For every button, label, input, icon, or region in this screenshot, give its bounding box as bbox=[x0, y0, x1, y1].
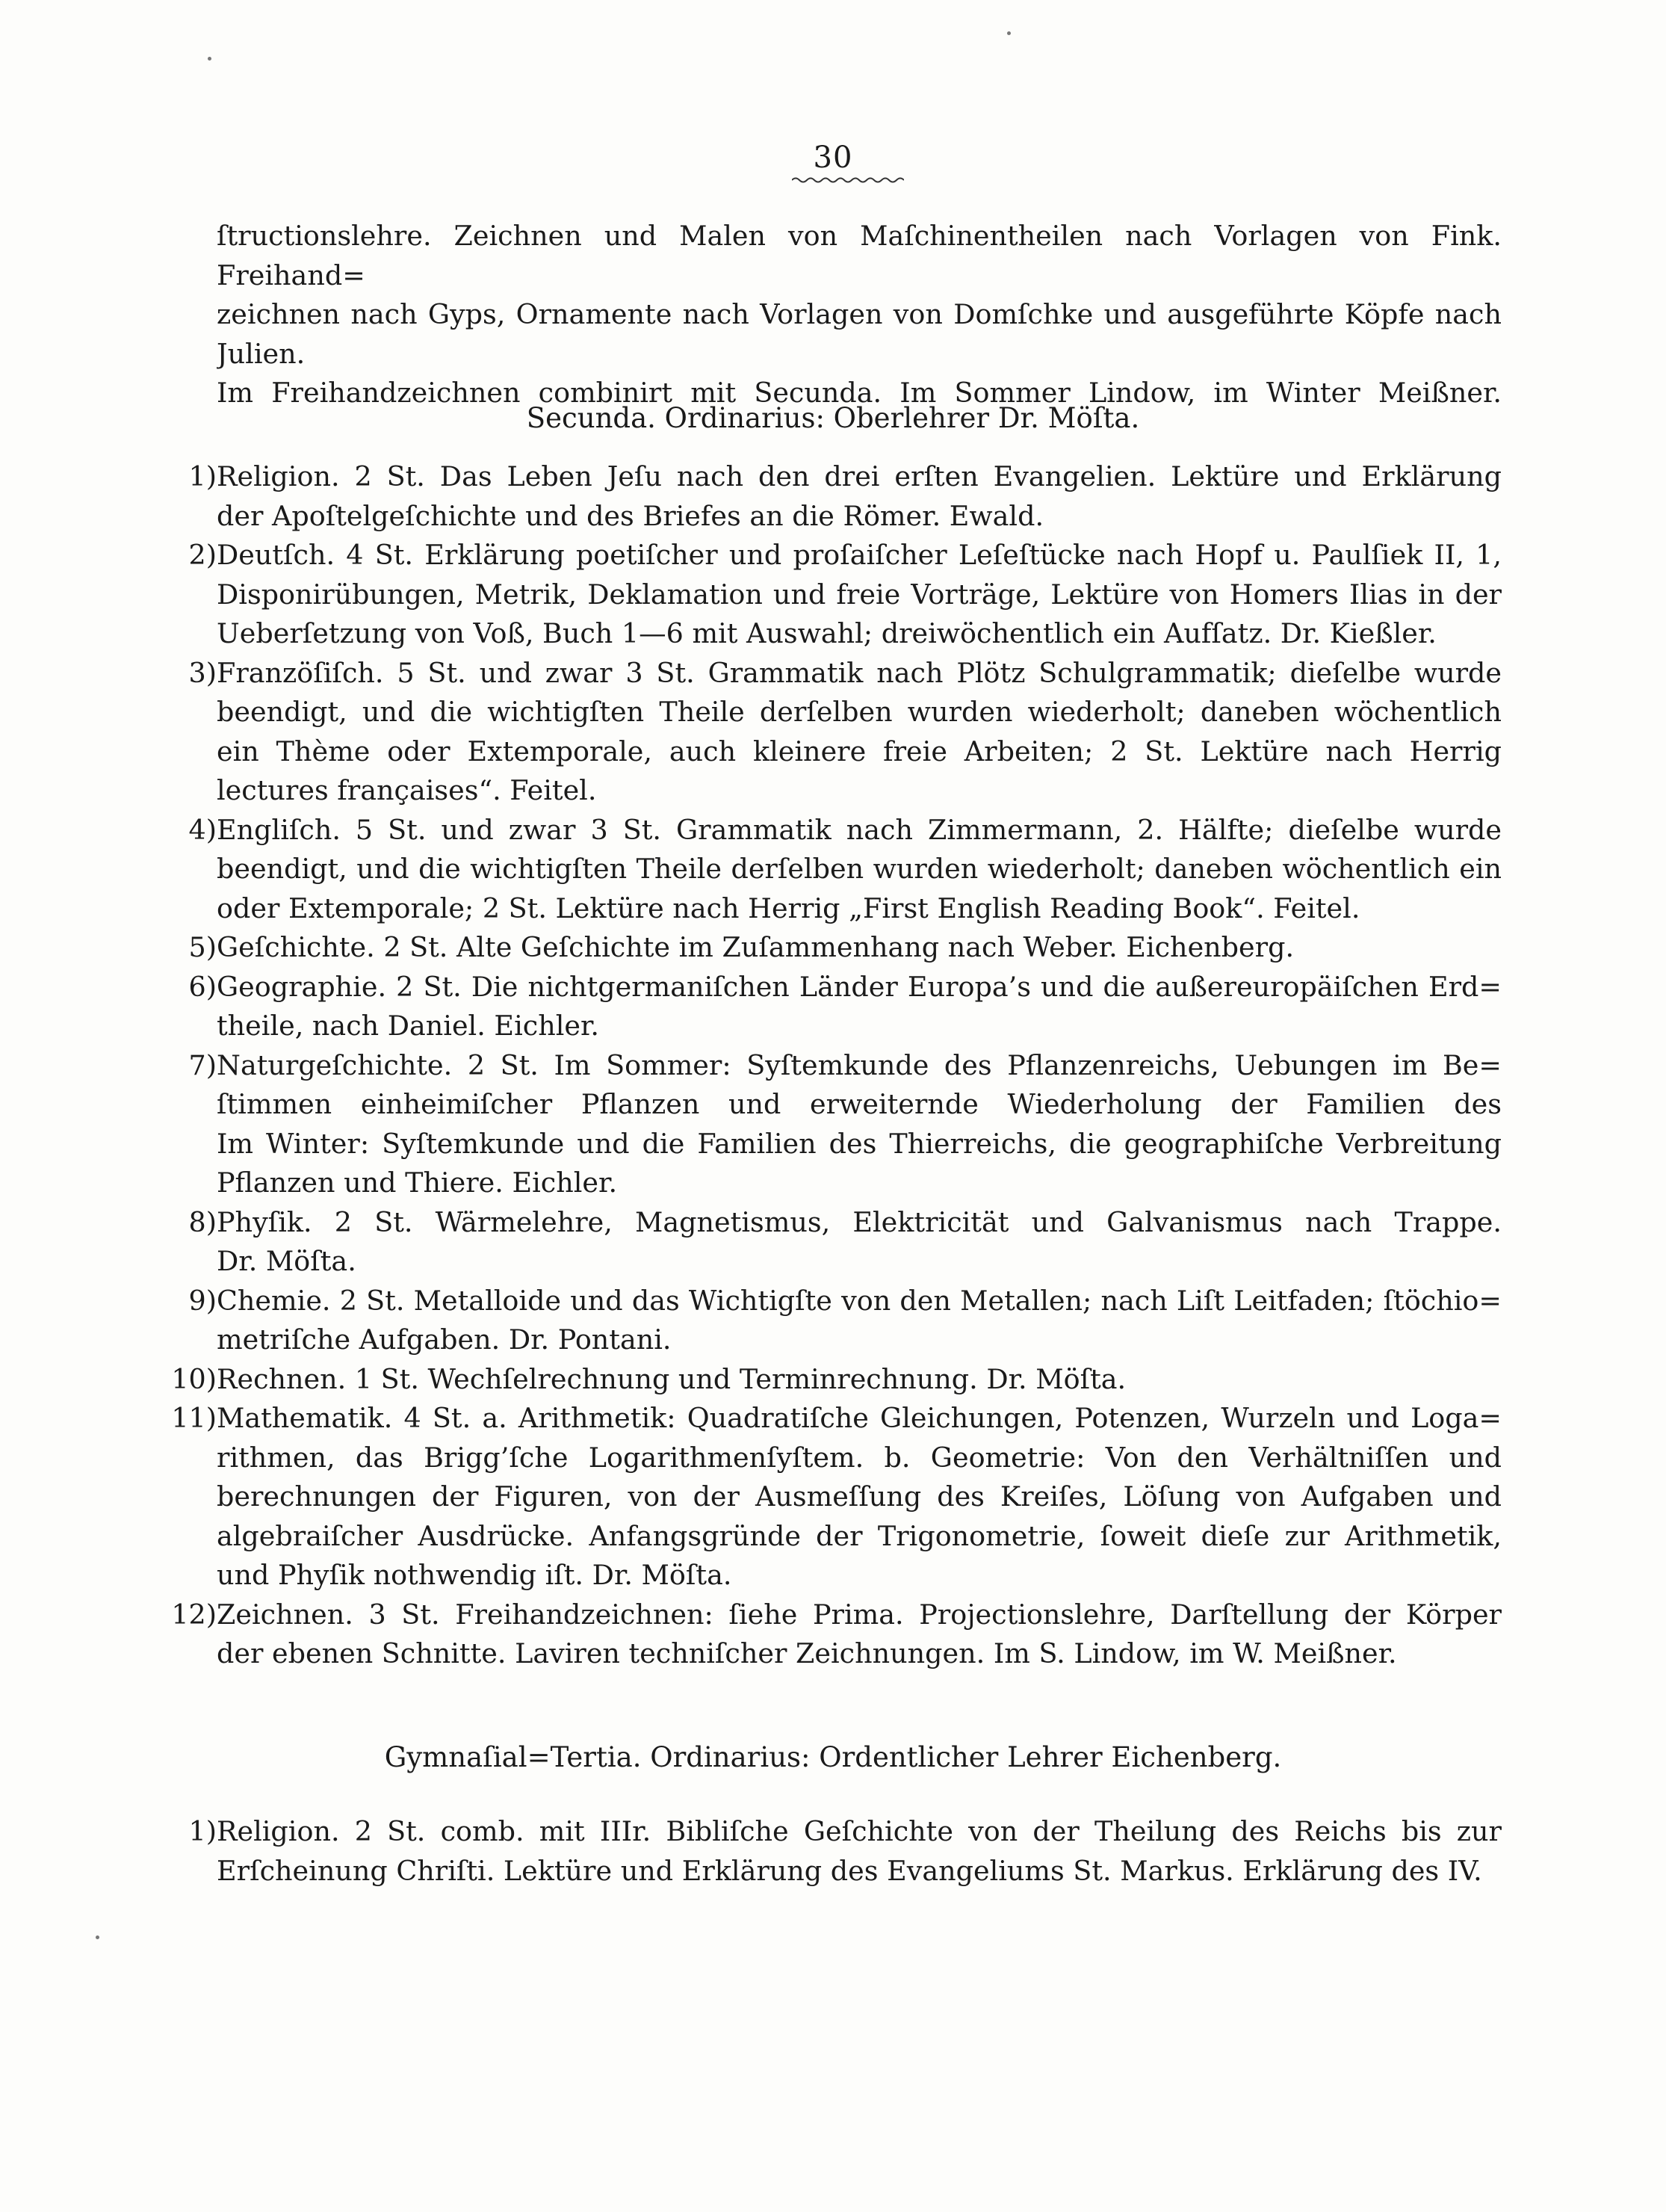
item-line: Ueberſetzung von Voß, Buch 1—6 mit Auswahl; dreiwöchentlich ein Aufſatz. Dr. Kießler. bbox=[217, 617, 1437, 649]
item-line: rithmen, das Brigg’ſche Logarithmenſyſtem. b. Geometrie: Von den Verhältniſſen und bbox=[217, 1441, 1502, 1474]
item-number: 9) bbox=[188, 1284, 217, 1317]
item-text bbox=[217, 536, 1502, 654]
item-text bbox=[217, 1595, 1502, 1674]
intro-line: ſtructionslehre. Zeichnen und Malen von Maſchinentheilen nach Vorlagen von Fink. Freihand= bbox=[217, 220, 1502, 291]
item-number: 1) bbox=[188, 460, 217, 492]
item-line: theile, nach Daniel. Eichler. bbox=[217, 1010, 600, 1042]
intro-line: Im Freihandzeichnen combinirt mit Secunda. Im Sommer Lindow, im Winter Meißner. bbox=[217, 377, 1502, 409]
item-text bbox=[217, 1812, 1502, 1891]
item-line: beendigt, und die wichtigſten Theile derſelben wurden wiederholt; daneben wöchentlich ein bbox=[217, 853, 1502, 885]
item-line: Naturgeſchichte. 2 St. Im Sommer: Syſtemkunde des Pflanzenreichs, Uebungen im Be= bbox=[217, 1048, 1502, 1081]
page-number: 30 bbox=[813, 140, 853, 175]
item-line: Deutſch. 4 St. Erklärung poetiſcher und proſaiſcher Leſeſtücke nach Hopf u. Paulſiek II, 1, bbox=[217, 539, 1502, 571]
item-number: 11) bbox=[171, 1402, 217, 1434]
item-number: 3) bbox=[188, 656, 217, 689]
item-line: Im Winter: Syſtemkunde und die Familien des Thierreichs, die geographiſche Verbreitung bbox=[217, 1127, 1502, 1160]
item-number: 10) bbox=[171, 1362, 217, 1395]
item-line: Chemie. 2 St. Metalloide und das Wichtigſte von den Metallen; nach Liſt Leitfaden; ſtöchio= bbox=[217, 1284, 1502, 1317]
item-line: Zeichnen. 3 St. Freihandzeichnen: ſiehe Prima. Projectionslehre, Darſtellung der Körper bbox=[217, 1598, 1502, 1631]
wavy-underline-ornament bbox=[792, 176, 904, 184]
item-number: 4) bbox=[188, 813, 217, 846]
item-number: 12) bbox=[171, 1598, 217, 1631]
intro-paragraph bbox=[217, 217, 1502, 413]
secunda-heading: Secunda. Ordinarius: Oberlehrer Dr. Möſta. bbox=[526, 402, 1140, 434]
item-line: lectures françaises“. Feitel. bbox=[217, 774, 597, 806]
item-line: Religion. 2 St. Das Leben Jeſu nach den drei erſten Evangelien. Lektüre und Erklärung bbox=[217, 460, 1502, 492]
item-line: Disponirübungen, Metrik, Deklamation und freie Vorträge, Lektüre von Homers Ilias in der bbox=[217, 578, 1502, 611]
item-line: algebraiſcher Ausdrücke. Anfangsgründe der Trigonometrie, ſoweit dieſe zur Arithmetik, bbox=[217, 1519, 1502, 1552]
item-line: metriſche Aufgaben. Dr. Pontani. bbox=[217, 1323, 672, 1356]
item-number: 2) bbox=[188, 539, 217, 571]
item-text bbox=[217, 1360, 1502, 1400]
tertia-heading: Gymnaſial=Tertia. Ordinarius: Ordentlicher Lehrer Eichenberg. bbox=[384, 1741, 1282, 1773]
item-line: berechnungen der Figuren, von der Ausmeſſung des Kreiſes, Löſung von Aufgaben und bbox=[217, 1480, 1502, 1513]
item-text bbox=[217, 1282, 1502, 1360]
item-text bbox=[217, 1399, 1502, 1595]
item-line: Franzöſiſch. 5 St. und zwar 3 St. Grammatik nach Plötz Schulgrammatik; dieſelbe wurde bbox=[217, 656, 1502, 689]
item-line: Engliſch. 5 St. und zwar 3 St. Grammatik nach Zimmermann, 2. Hälfte; dieſelbe wurde bbox=[217, 813, 1502, 846]
item-line: Religion. 2 St. comb. mit IIIr. Bibliſche Geſchichte von der Theilung des Reichs bis zur bbox=[217, 1815, 1502, 1847]
item-text bbox=[217, 457, 1502, 536]
item-line: der ebenen Schnitte. Laviren techniſcher Zeichnungen. Im S. Lindow, im W. Meißner. bbox=[217, 1637, 1397, 1669]
scan-speck bbox=[96, 1936, 99, 1939]
item-line: Geographie. 2 St. Die nichtgermaniſchen Länder Europa’s und die außereuropäiſchen Erd= bbox=[217, 970, 1502, 1003]
item-line: ſtimmen einheimiſcher Pflanzen und erweiternde Wiederholung der Familien des bbox=[217, 1088, 1502, 1120]
item-line: Dr. Möſta. bbox=[217, 1245, 356, 1277]
item-number: 7) bbox=[188, 1048, 217, 1081]
item-number: 6) bbox=[188, 970, 217, 1003]
item-line: ein Thème oder Extemporale, auch kleinere freie Arbeiten; 2 St. Lektüre nach Herrig bbox=[217, 735, 1502, 767]
item-line: Erſcheinung Chriſti. Lektüre und Erklärung des Evangeliums St. Markus. Erklärung des IV. bbox=[217, 1854, 1482, 1887]
item-number: 5) bbox=[188, 931, 217, 963]
scan-speck bbox=[208, 57, 211, 61]
item-line: oder Extemporale; 2 St. Lektüre nach Herrig „First English Reading Book“. Feitel. bbox=[217, 892, 1360, 924]
item-line: Mathematik. 4 St. a. Arithmetik: Quadratiſche Gleichungen, Potenzen, Wurzeln und Loga= bbox=[217, 1402, 1502, 1434]
item-text bbox=[217, 968, 1502, 1046]
item-line: Pflanzen und Thiere. Eichler. bbox=[217, 1167, 618, 1199]
item-text bbox=[217, 811, 1502, 929]
item-number: 8) bbox=[188, 1205, 217, 1238]
scan-speck bbox=[1007, 31, 1011, 35]
item-line: Phyſik. 2 St. Wärmelehre, Magnetismus, Elektricität und Galvanismus nach Trappe. bbox=[217, 1205, 1502, 1238]
item-text bbox=[217, 928, 1502, 968]
item-line: beendigt, und die wichtigſten Theile derſelben wurden wiederholt; daneben wöchentlich bbox=[217, 696, 1502, 728]
intro-line: zeichnen nach Gyps, Ornamente nach Vorlagen von Domſchke und ausgeführte Köpfe nach Julien. bbox=[217, 298, 1502, 370]
item-line: und Phyſik nothwendig iſt. Dr. Möſta. bbox=[217, 1559, 732, 1591]
item-text bbox=[217, 654, 1502, 811]
item-text bbox=[217, 1203, 1502, 1282]
item-line: Geſchichte. 2 St. Alte Geſchichte im Zuſammenhang nach Weber. Eichenberg. bbox=[217, 931, 1295, 963]
item-text bbox=[217, 1046, 1502, 1203]
item-line: der Apoſtelgeſchichte und des Briefes an die Römer. Ewald. bbox=[217, 499, 1044, 532]
item-line: Rechnen. 1 St. Wechſelrechnung und Terminrechnung. Dr. Möſta. bbox=[217, 1362, 1127, 1395]
item-number: 1) bbox=[188, 1815, 217, 1847]
